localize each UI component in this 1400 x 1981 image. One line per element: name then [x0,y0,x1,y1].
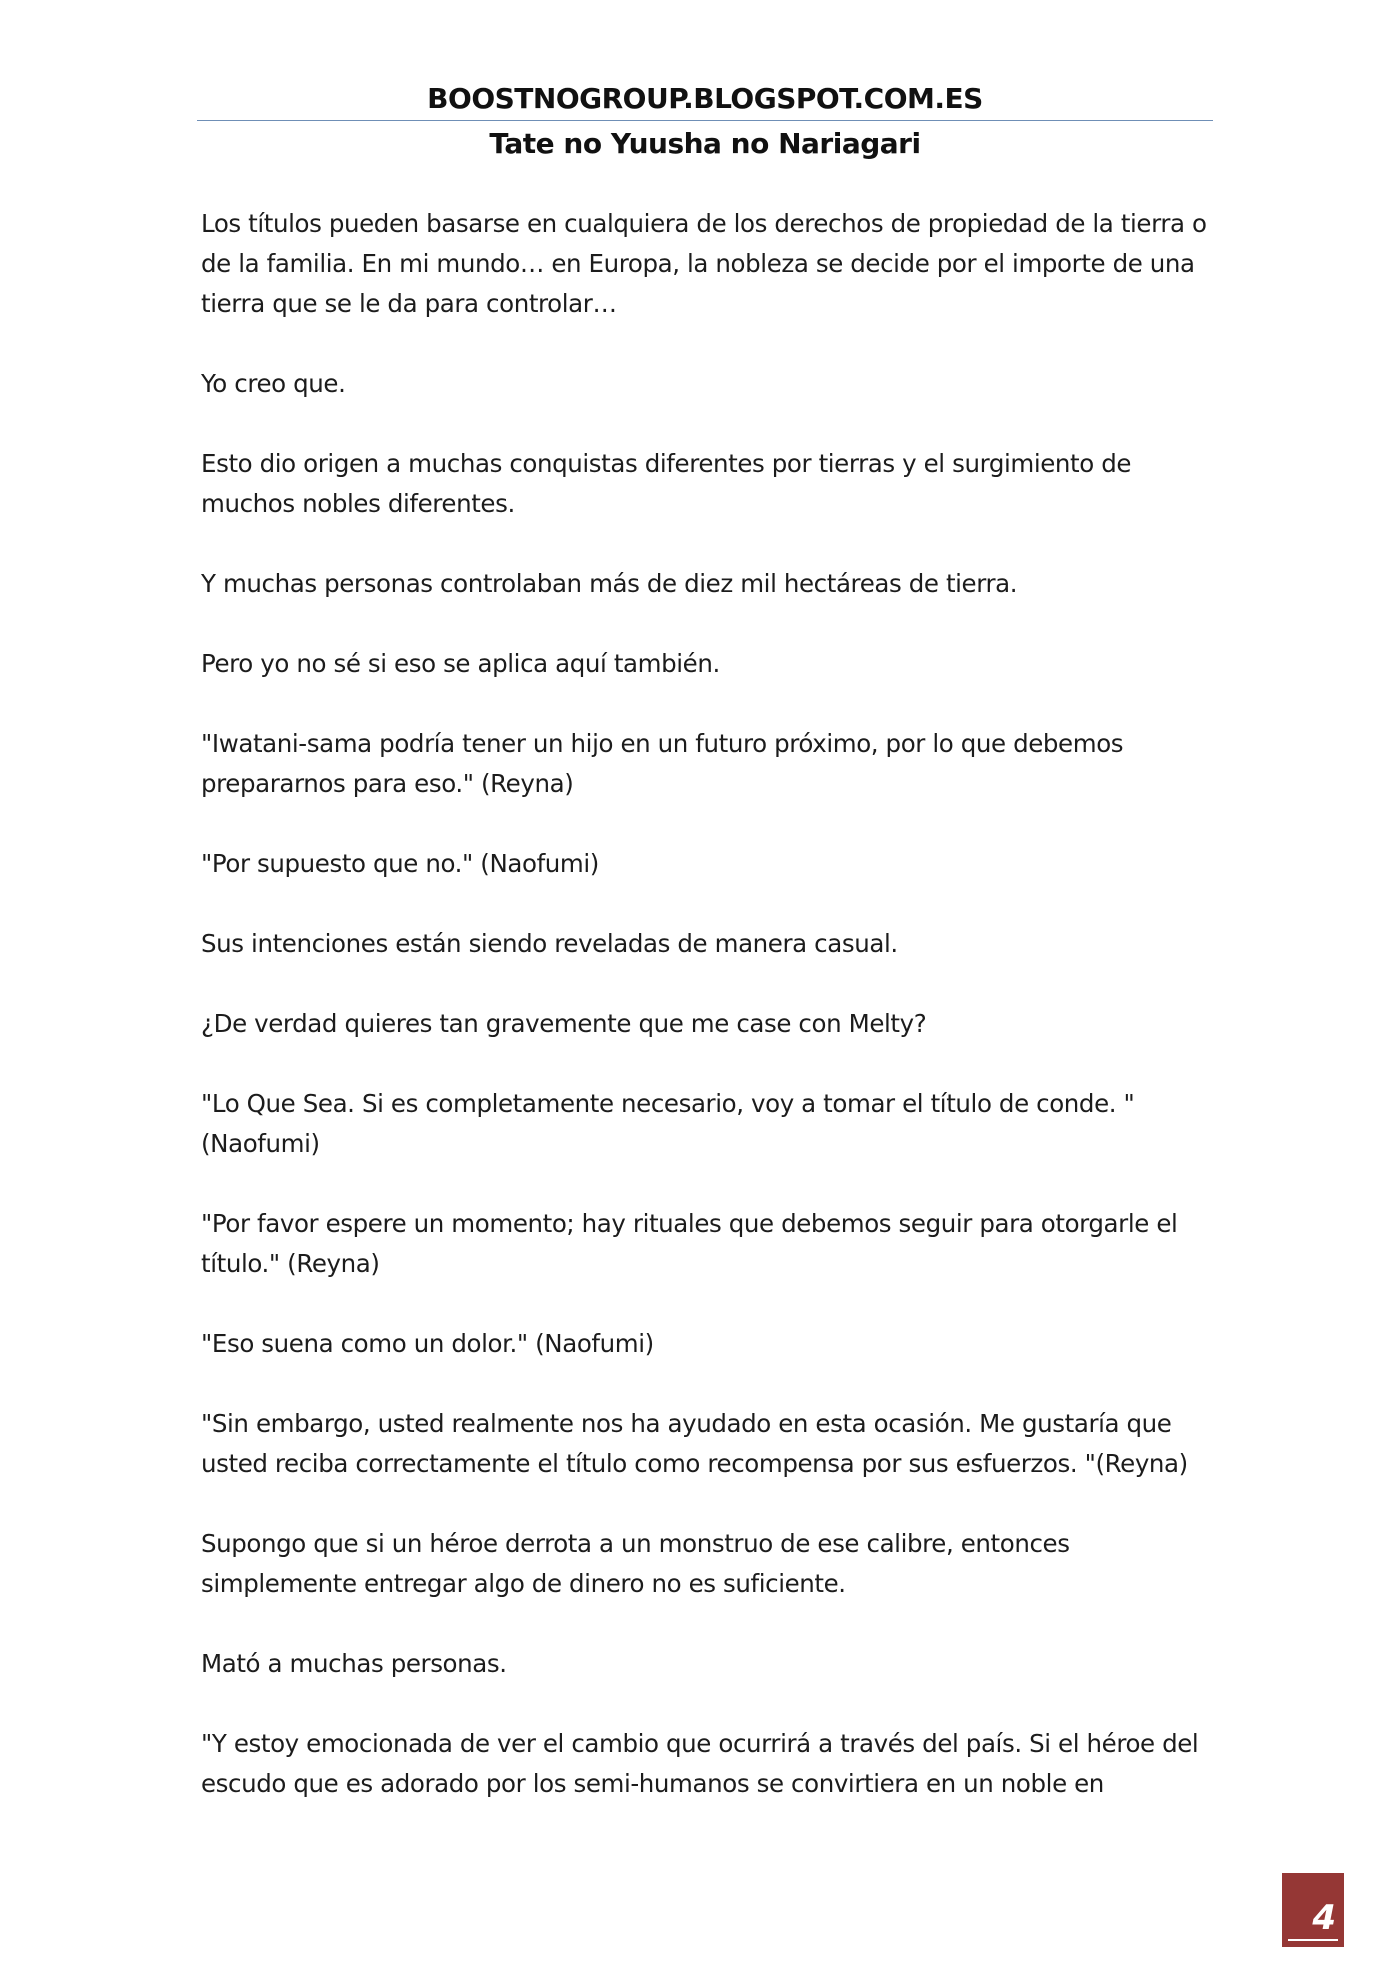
page-number-badge [1282,1873,1344,1947]
paragraph: "Sin embargo, usted realmente nos ha ayudado en esta ocasión. Me gustaría que usted reciba correctamente el título como recompensa por sus esfuerzos. "(Reyna) [201,1409,1188,1478]
paragraph: "Eso suena como un dolor." (Naofumi) [201,1329,654,1358]
header-rule [197,120,1213,121]
page-header [197,82,1213,161]
paragraph: Supongo que si un héroe derrota a un monstruo de ese calibre, entonces simplemente entregar algo de dinero no es suficiente. [201,1529,1070,1598]
document-body [201,204,1213,1844]
site-name: BOOSTNOGROUP.BLOGSPOT.COM.ES [427,82,983,115]
paragraph: ¿De verdad quieres tan gravemente que me case con Melty? [201,1009,927,1038]
paragraph: Los títulos pueden basarse en cualquiera de los derechos de propiedad de la tierra o de la familia. En mi mundo… en Europa, la nobleza se decide por el importe de una tierra que se le da para controlar… [201,209,1207,318]
paragraph: "Por favor espere un momento; hay rituales que debemos seguir para otorgarle el título." (Reyna) [201,1209,1178,1278]
paragraph: "Iwatani-sama podría tener un hijo en un futuro próximo, por lo que debemos prepararnos para eso." (Reyna) [201,729,1124,798]
paragraph: Sus intenciones están siendo reveladas de manera casual. [201,929,898,958]
paragraph: "Lo Que Sea. Si es completamente necesario, voy a tomar el título de conde. "(Naofumi) [201,1089,1135,1158]
page-number-underline [1288,1939,1338,1941]
paragraph: "Y estoy emocionada de ver el cambio que ocurrirá a través del país. Si el héroe del escudo que es adorado por los semi-humanos se convirtiera en un noble en [201,1729,1199,1798]
paragraph: Esto dio origen a muchas conquistas diferentes por tierras y el surgimiento de muchos nobles diferentes. [201,449,1132,518]
paragraph: Yo creo que. [201,369,346,398]
page-number: 4 [1312,1898,1336,1938]
page-title: Tate no Yuusha no Nariagari [489,127,921,160]
paragraph: Pero yo no sé si eso se aplica aquí también. [201,649,720,678]
paragraph: Mató a muchas personas. [201,1649,507,1678]
paragraph: "Por supuesto que no." (Naofumi) [201,849,599,878]
paragraph: Y muchas personas controlaban más de diez mil hectáreas de tierra. [201,569,1018,598]
